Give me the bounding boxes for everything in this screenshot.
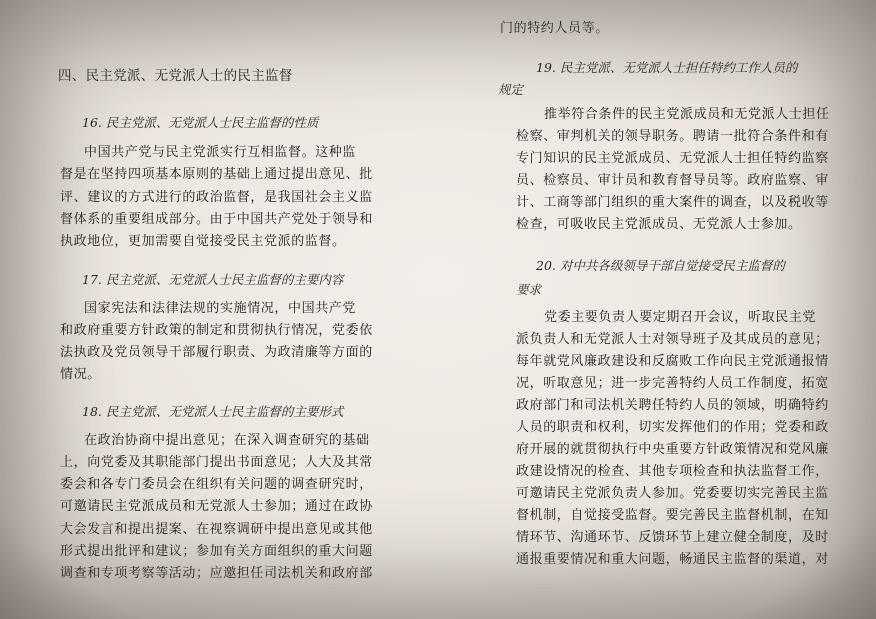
- body-line: 委会和各专门委员会在组织有关问题的调查研究时，: [60, 477, 373, 492]
- heading-20-cont: 要求: [516, 282, 542, 297]
- heading-19: 19. 民主党派、无党派人士担任特约工作人员的: [536, 60, 798, 75]
- body-line: 督机制，自觉接受监督。要完善民主监督机制，在知: [516, 508, 829, 523]
- heading-18: 18. 民主党派、无党派人士民主监督的主要形式: [82, 404, 344, 419]
- body-line: 检察、审判机关的领导职务。聘请一批符合条件和有: [516, 129, 829, 144]
- body-line: 上，向党委及其职能部门提出书面意见；人大及其常: [60, 455, 373, 470]
- body-line: 督体系的重要组成部分。由于中国共产党处于领导和: [60, 212, 373, 227]
- body-line: 情环节、沟通环节、反馈环节上建立健全制度，及时: [516, 530, 829, 545]
- body-line: 检查，可吸收民主党派成员、无党派人士参加。: [516, 217, 802, 232]
- body-line: 调查和专项考察等活动；应邀担任司法机关和政府部: [60, 566, 373, 581]
- heading-17: 17. 民主党派、无党派人士民主监督的主要内容: [82, 272, 344, 287]
- body-line: 府开展的就贯彻执行中央重要方针政策情况和党风廉: [516, 442, 829, 457]
- body-line: 可邀请民主党派成员和无党派人士参加；通过在政协: [60, 499, 373, 514]
- body-line: 通报重要情况和重大问题，畅通民主监督的渠道，对: [516, 552, 829, 567]
- body-line: 国家宪法和法律法规的实施情况，中国共产党: [84, 301, 357, 316]
- body-line: 况，听取意见；进一步完善特约人员工作制度，拓宽: [516, 376, 829, 391]
- body-line: 派负责人和无党派人士对领导班子及其成员的意见；: [516, 332, 829, 347]
- continuation-line: 门的特约人员等。: [500, 21, 609, 36]
- body-line: 和政府重要方针政策的制定和贯彻执行情况，党委依: [60, 323, 373, 338]
- body-line: 情况。: [60, 367, 101, 382]
- heading-19-cont: 规定: [498, 82, 524, 97]
- body-line: 人员的职责和权利，切实发挥他们的作用；党委和政: [516, 420, 829, 435]
- body-line: 可邀请民主党派负责人参加。党委要切实完善民主监: [516, 486, 829, 501]
- body-line: 执政地位，更加需要自觉接受民主党派的监督。: [60, 234, 346, 249]
- body-line: 计、工商等部门组织的重大案件的调查，以及税收等: [516, 195, 829, 210]
- section-title: 四、民主党派、无党派人士的民主监督: [58, 68, 293, 84]
- body-line: 中国共产党与民主党派实行互相监督。这种监: [84, 145, 357, 160]
- heading-16: 16. 民主党派、无党派人士民主监督的性质: [82, 115, 319, 130]
- body-line: 党委主要负责人要定期召开会议，听取民主党: [544, 310, 817, 325]
- body-line: 政建设情况的检查、其他专项检查和执法监督工作，: [516, 464, 829, 479]
- heading-20: 20. 对中共各级领导干部自觉接受民主监督的: [536, 258, 785, 273]
- body-line: 在政治协商中提出意见；在深入调查研究的基础: [84, 433, 370, 448]
- body-line: 员、检察员、审计员和教育督导员等。政府监察、审: [516, 173, 829, 188]
- body-line: 形式提出批评和建议；参加有关方面组织的重大问题: [60, 544, 373, 559]
- body-line: 政府部门和司法机关聘任特约人员的领域，明确特约: [516, 398, 829, 413]
- body-line: 推举符合条件的民主党派成员和无党派人士担任: [544, 107, 830, 122]
- body-line: 每年就党风廉政建设和反腐败工作向民主党派通报情: [516, 354, 829, 369]
- body-line: 督是在坚持四项基本原则的基础上通过提出意见、批: [60, 167, 373, 182]
- body-line: 专门知识的民主党派成员、无党派人士担任特约监察: [516, 151, 829, 166]
- body-line: 评、建议的方式进行的政治监督，是我国社会主义监: [60, 190, 373, 205]
- body-line: 法执政及党员领导干部履行职责、为政清廉等方面的: [60, 345, 373, 360]
- body-line: 大会发言和提出提案、在视察调研中提出意见或其他: [60, 522, 373, 537]
